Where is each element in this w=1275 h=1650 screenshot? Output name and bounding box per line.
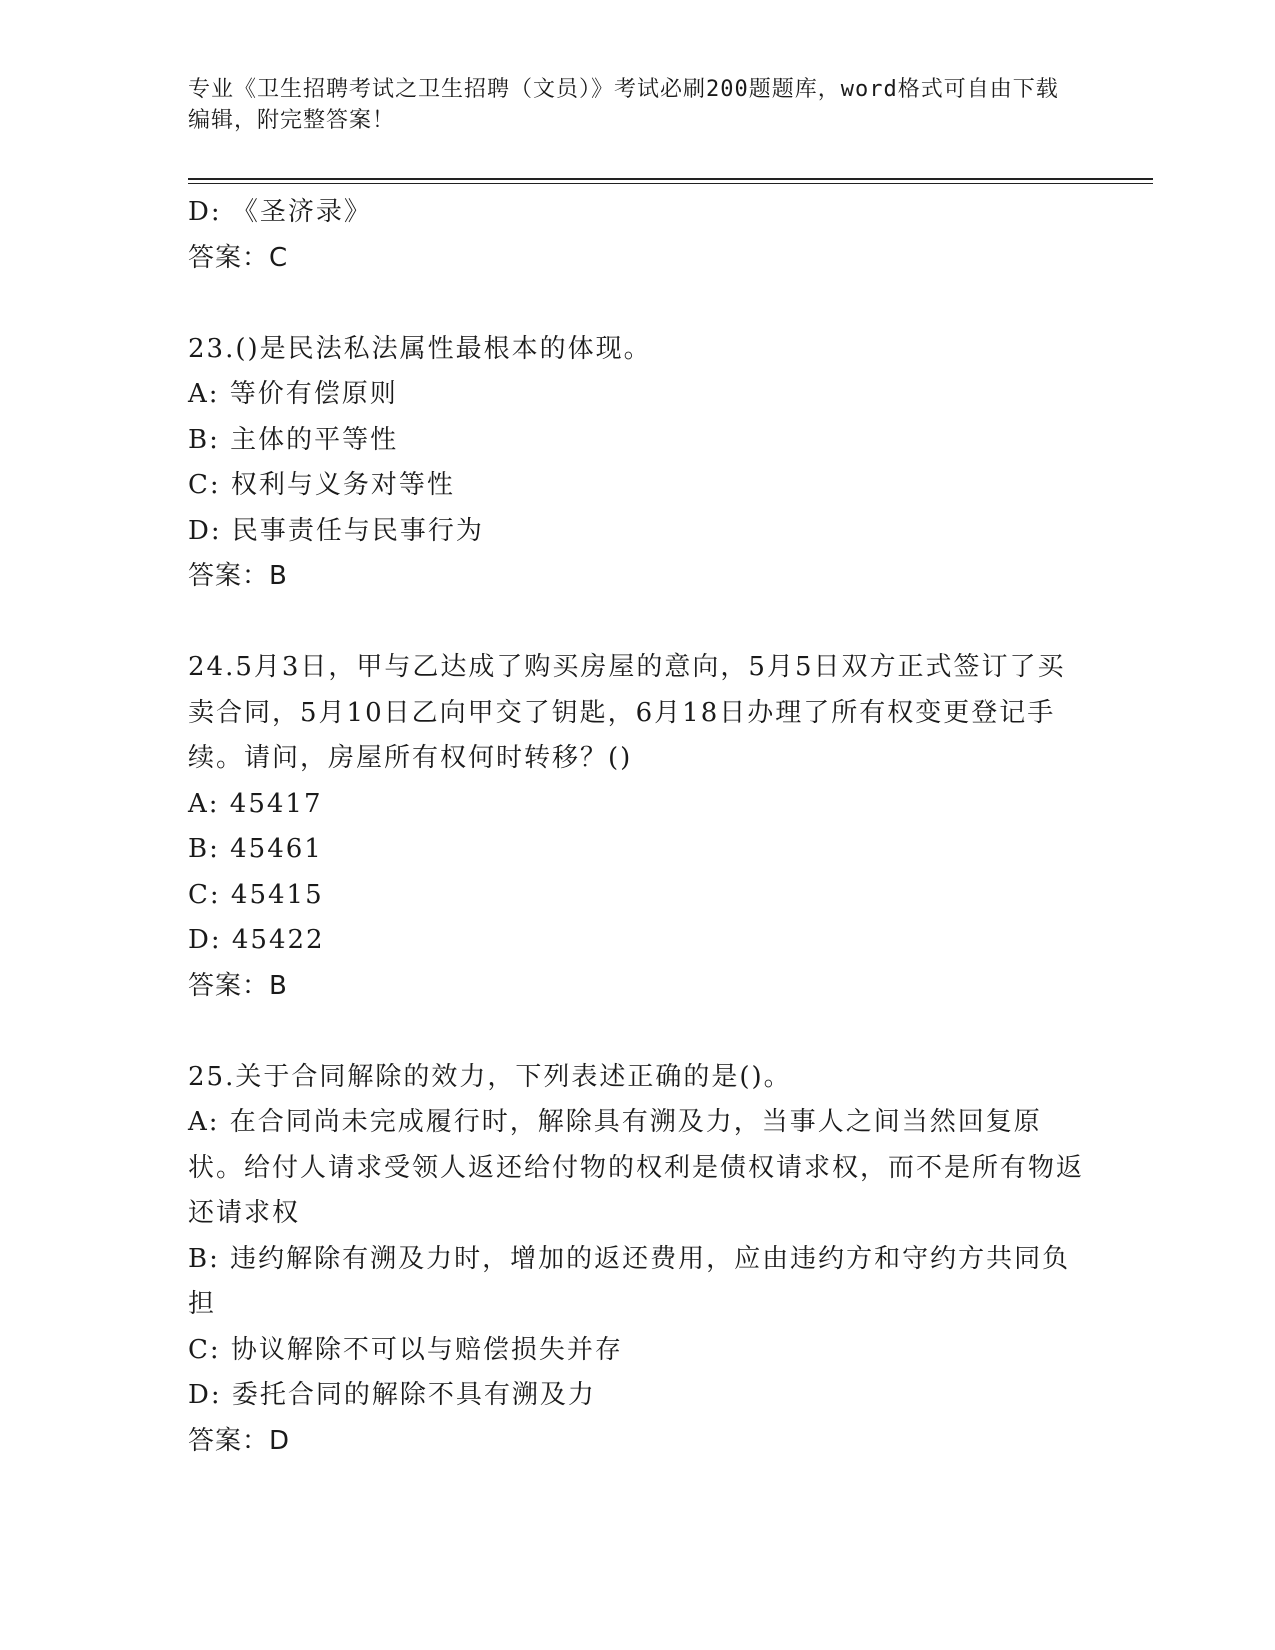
answer: 答案：D xyxy=(188,1425,291,1456)
prev-option-d: D: 《圣济录》 xyxy=(188,197,372,227)
option-d: D: 委托合同的解除不具有溯及力 xyxy=(188,1380,596,1410)
option-c: C: 45415 xyxy=(188,879,324,910)
header-rule-thin xyxy=(188,183,1153,184)
option-a: A: 等价有偿原则 xyxy=(188,379,398,409)
option-c: C: 权利与义务对等性 xyxy=(188,470,455,500)
prev-answer: 答案：C xyxy=(188,242,289,273)
header-rule-thick xyxy=(188,178,1153,180)
answer: 答案：B xyxy=(188,970,288,1001)
option-b: B: 主体的平等性 xyxy=(188,424,399,455)
document-header: 专业《卫生招聘考试之卫生招聘（文员）》考试必刷200题题库，word格式可自由下载编辑，附完整答案！ xyxy=(188,77,1059,133)
option-d: D: 民事责任与民事行为 xyxy=(188,515,484,546)
question-content xyxy=(188,190,1088,1464)
spacer xyxy=(188,1009,1088,1055)
question-23 xyxy=(188,327,1088,600)
spacer xyxy=(188,600,1088,646)
option-b: B: 违约解除有溯及力时，增加的返还费用，应由违约方和守约方共同负担 xyxy=(188,1243,1071,1319)
question-stem: 25.关于合同解除的效力，下列表述正确的是()。 xyxy=(188,1061,792,1092)
spacer xyxy=(188,281,1088,327)
question-25 xyxy=(188,1055,1088,1465)
question-stem: 24.5月3日，甲与乙达成了购买房屋的意向，5月5日双方正式签订了买卖合同，5月10日乙向甲交了钥匙，6月18日办理了所有权变更登记手续。请问，房屋所有权何时转移？() xyxy=(188,652,1066,773)
option-c: C: 协议解除不可以与赔偿损失并存 xyxy=(188,1334,623,1365)
question-stem: 23.()是民法私法属性最根本的体现。 xyxy=(188,333,652,364)
question-24 xyxy=(188,645,1088,1009)
option-b: B: 45461 xyxy=(188,834,323,864)
option-d: D: 45422 xyxy=(188,925,325,955)
option-a: A: 在合同尚未完成履行时，解除具有溯及力，当事人之间当然回复原状。给付人请求受领人返还给付物的权利是债权请求权，而不是所有物返还请求权 xyxy=(188,1107,1085,1228)
option-a: A: 45417 xyxy=(188,788,323,819)
answer: 答案：B xyxy=(188,561,288,591)
